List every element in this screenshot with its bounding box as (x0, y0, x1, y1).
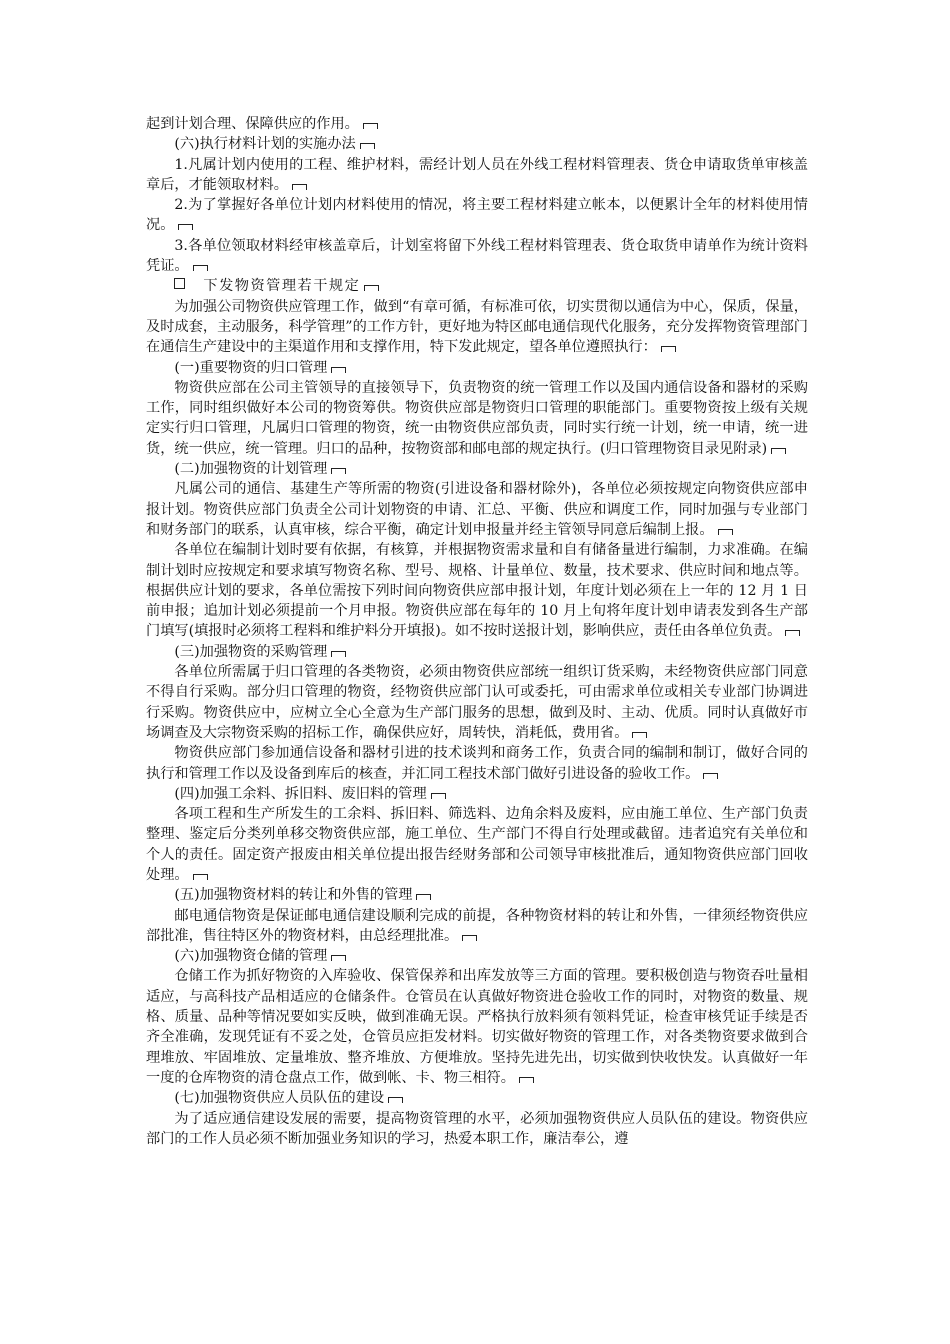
paragraph-mark-icon (193, 874, 208, 880)
section-heading (146, 642, 808, 662)
section-heading (146, 134, 808, 154)
paragraph-text: 凡属公司的通信、基建生产等所需的物资(引进设备和器材除外)，各单位必须按规定向物资供应部申报计划。物资供应部门负责全公司计划物资的申请、汇总、平衡、供应和调度工作，同时加强与专业部门和财务部门的联系，认真审核，综合平衡，确定计划申报量并经主管领导同意后编制上报。 (146, 481, 808, 538)
paragraph-mark-icon (292, 184, 307, 190)
body-paragraph (146, 297, 808, 358)
paragraph-text: (七)加强物资供应人员队伍的建设 (174, 1090, 385, 1107)
paragraph-text: 1.凡属计划内使用的工程、维护材料，需经计划人员在外线工程材料管理表、货仓申请取货单审核盖章后，才能领取材料。 (146, 156, 808, 193)
body-paragraph (146, 155, 808, 196)
paragraph-mark-icon (360, 143, 375, 149)
paragraph-mark-icon (718, 529, 733, 535)
paragraph-text: 物资供应部在公司主管领导的直接领导下，负责物资的统一管理工作以及国内通信设备和器材的采购工作，同时组织做好本公司的物资筹供。物资供应部是物资归口管理的职能部门。重要物资按上级有关规定实行归口管理，凡属归口管理的物资，统一由物资供应部负责，同时实行统一计划，统一申请，统一进货，统一供应，统一管理。归口的品种，按物资部和邮电部的规定执行。(归口管理物资目录见附录) (146, 379, 808, 457)
body-paragraph (146, 114, 808, 134)
paragraph-text: 邮电通信物资是保证邮电通信建设顺利完成的前提，各种物资材料的转让和外售，一律须经物资供应部批准，售往特区外的物资材料，由总经理批准。 (146, 907, 808, 944)
paragraph-text: 各单位在编制计划时要有依据，有核算，并根据物资需求量和自有储备量进行编制，力求准确。在编制计划时应按规定和要求填写物资名称、型号、规格、计量单位、数量，技术要求、供应时间和地点等。根据供应计划的要求，各单位需按下列时间向物资供应部申报计划，年度计划必须在上一年的 12 月 1 日前申报；追加计划必须提前一个月申报。物资供应部在每年的 10 月上旬将年度计划申请表发到各生产部门填写(填报时必须将工程料和维护料分开填报)。如不按时送报计划，影响供应，责任由各单位负责。 (146, 542, 808, 640)
paragraph-mark-icon (363, 123, 378, 129)
paragraph-mark-icon (703, 773, 718, 779)
paragraph-mark-icon (178, 224, 193, 230)
paragraph-text: 物资供应部门参加通信设备和器材引进的技术谈判和商务工作，负责合同的编制和制订，做好合同的执行和管理工作以及设备到库后的核查，并汇同工程技术部门做好引进设备的验收工作。 (146, 745, 808, 782)
paragraph-text: 仓储工作为抓好物资的入库验收、保管保养和出库发放等三方面的管理。要积极创造与物资吞吐量相适应，与高科技产品相适应的仓储条件。仓管员在认真做好物资进仓验收工作的同时，对物资的数量、规格、质量、品种等情况要如实反映，做到准确无误。严格执行放料须有领料凭证，检查审核凭证手续是否齐全准确，发现凭证有不妥之处，仓管员应拒发材料。切实做好物资的管理工作，对各类物资要求做到合理堆放、牢固堆放、定量堆放、整齐堆放、方便堆放。坚持先进先出，切实做到快收快发。认真做好一年一度的仓库物资的清仓盘点工作，做到帐、卡、物三相符。 (146, 968, 808, 1086)
paragraph-mark-icon (462, 935, 477, 941)
section-heading (146, 1088, 808, 1108)
checkbox-icon (174, 278, 185, 289)
body-paragraph (146, 662, 808, 743)
paragraph-text: 起到计划合理、保障供应的作用。 (146, 116, 359, 132)
paragraph-text: (六)执行材料计划的实施办法 (174, 136, 356, 153)
document-title (146, 276, 808, 296)
paragraph-text: (三)加强物资的采购管理 (174, 643, 328, 660)
paragraph-mark-icon (416, 894, 431, 900)
section-heading (146, 885, 808, 905)
paragraph-mark-icon (331, 468, 346, 474)
paragraph-mark-icon (331, 367, 346, 373)
section-heading (146, 784, 808, 804)
paragraph-mark-icon (519, 1077, 534, 1083)
paragraph-mark-icon (331, 955, 346, 961)
body-paragraph (146, 540, 808, 641)
paragraph-text: 各单位所需属于归口管理的各类物资，必须由物资供应部统一组织订货采购，未经物资供应部门同意不得自行采购。部分归口管理的物资，经物资供应部门认可或委托，可由需求单位或相关专业部门协调进行采购。物资供应中，应树立全心全意为生产部门服务的思想，做到及时、主动、优质。同时认真做好市场调查及大宗物资采购的招标工作，确保供应好，周转快，消耗低，费用省。 (146, 664, 808, 741)
body-paragraph (146, 479, 808, 540)
body-paragraph (146, 743, 808, 784)
paragraph-mark-icon (431, 793, 446, 799)
paragraph-mark-icon (771, 448, 786, 454)
paragraph-text: 各项工程和生产所发生的工余料、拆旧料、筛选料、边角余料及废料，应由施工单位、生产部门负责整理、鉴定后分类列单移交物资供应部，施工单位、生产部门不得自行处理或截留。违者追究有关单位和个人的责任。固定资产报废由相关单位提出报告经财务部和公司领导审核批准后，通知物资供应部门回收处理。 (146, 806, 808, 883)
body-paragraph (146, 804, 808, 885)
paragraph-mark-icon (388, 1097, 403, 1103)
body-paragraph (146, 1109, 808, 1150)
paragraph-text: 下发物资管理若干规定 (203, 278, 361, 295)
section-heading (146, 358, 808, 378)
paragraph-mark-icon (661, 346, 676, 352)
document-page (146, 114, 808, 1149)
paragraph-text: 为了适应通信建设发展的需要，提高物资管理的水平，必须加强物资供应人员队伍的建设。物资供应部门的工作人员必须不断加强业务知识的学习，热爱本职工作，廉洁奉公，遵 (146, 1110, 808, 1147)
paragraph-mark-icon (632, 732, 647, 738)
paragraph-text: (二)加强物资的计划管理 (174, 461, 328, 478)
body-paragraph (146, 236, 808, 277)
body-paragraph (146, 195, 808, 236)
paragraph-mark-icon (785, 630, 800, 636)
paragraph-text: (一)重要物资的归口管理 (174, 359, 328, 376)
paragraph-mark-icon (364, 285, 379, 291)
paragraph-text: (四)加强工余料、拆旧料、废旧料的管理 (174, 785, 427, 802)
paragraph-text: (六)加强物资仓储的管理 (174, 948, 328, 965)
paragraph-mark-icon (331, 651, 346, 657)
section-heading (146, 459, 808, 479)
body-paragraph (146, 906, 808, 947)
paragraph-text: (五)加强物资材料的转让和外售的管理 (174, 887, 413, 904)
body-paragraph (146, 966, 808, 1088)
paragraph-text: 2.为了掌握好各单位计划内材料使用的情况，将主要工程材料建立帐本，以便累计全年的材料使用情况。 (146, 197, 808, 234)
section-heading (146, 946, 808, 966)
paragraph-text: 3.各单位领取材料经审核盖章后，计划室将留下外线工程材料管理表、货仓取货申请单作为统计资料凭证。 (146, 237, 808, 275)
paragraph-text: 为加强公司物资供应管理工作，做到“有章可循，有标准可依，切实贯彻以通信为中心，保质，保量，及时成套，主动服务，科学管理”的工作方针，更好地为特区邮电通信现代化服务，充分发挥物资管理部门在通信生产建设中的主渠道作用和支撑作用，特下发此规定，望各单位遵照执行： (146, 298, 808, 356)
body-paragraph (146, 378, 808, 459)
paragraph-mark-icon (193, 265, 208, 271)
